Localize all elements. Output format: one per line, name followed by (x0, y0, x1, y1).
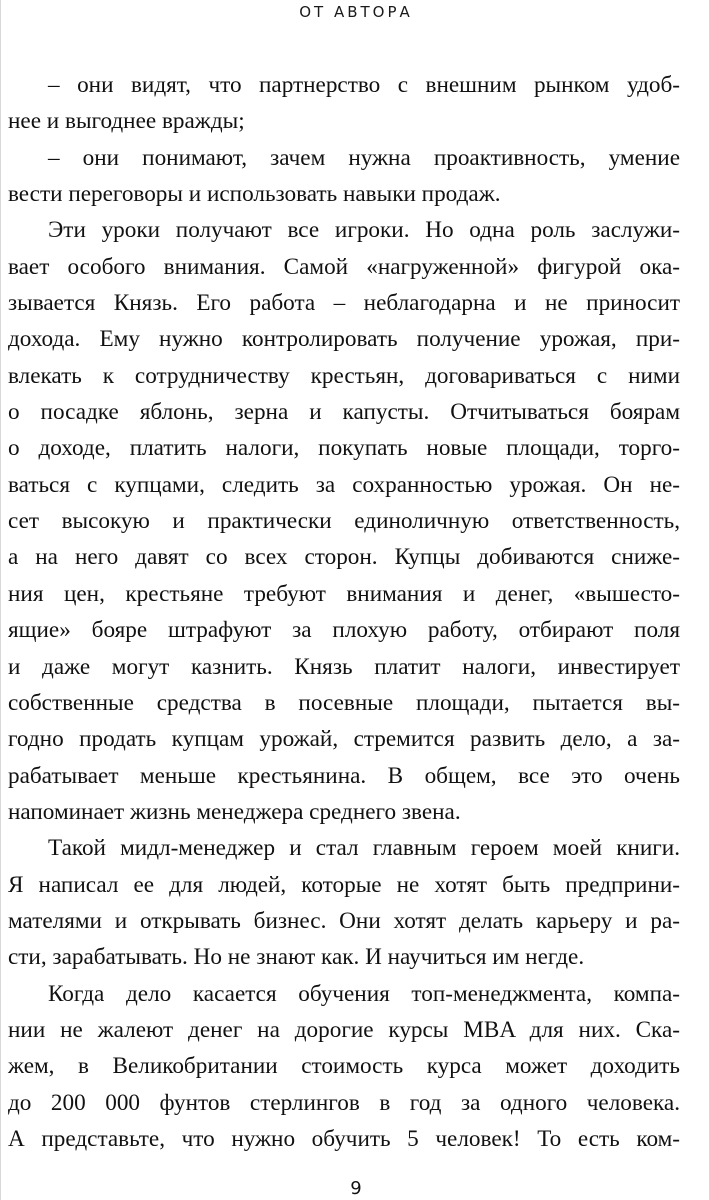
body-text (8, 67, 680, 1157)
text-line: ваться с купцами, следить за сохранностью урожая. Он не- (8, 471, 680, 498)
text-line: а на него давят со всех сторон. Купцы добиваются сниже- (8, 544, 680, 571)
text-line: годно продать купцам урожай, стремится развить дело, а за- (8, 726, 680, 753)
text-line: мателями и открывать бизнес. Они хотят делать карьеру и ра- (8, 907, 680, 934)
text-line: вает особого внимания. Самой «нагруженной» фигурой ока- (8, 253, 680, 280)
text-line: сти, зарабатывать. Но не знают как. И научиться им негде. (8, 944, 585, 971)
text-line: жем, в Великобритании стоимость курса может доходить (8, 1053, 680, 1080)
text-line: сет высокую и практически единоличную ответственность, (8, 508, 680, 535)
text-line: А представьте, что нужно обучить 5 человек! То есть ком- (8, 1125, 680, 1152)
text-line: ния цен, крестьяне требуют внимания и денег, «вышесто- (8, 580, 680, 607)
text-line: Я написал ее для людей, которые не хотят быть предприни- (8, 871, 680, 898)
running-head: ОТ АВТОРА (299, 3, 413, 21)
text-line: нее и выгоднее вражды; (8, 108, 245, 135)
text-line: влекать к сотрудничеству крестьян, договариваться с ними (8, 362, 680, 389)
text-line: нии не жалеют денег на дорогие курсы MBA для них. Ска- (8, 1016, 680, 1043)
text-line: – они видят, что партнерство с внешним рынком удоб- (48, 72, 680, 98)
text-line: вести переговоры и использовать навыки продаж. (8, 181, 501, 208)
text-line: напоминает жизнь менеджера среднего звена. (8, 798, 461, 825)
text-line: о доходе, платить налоги, покупать новые площади, торго- (8, 435, 680, 462)
text-line: Такой мидл-менеджер и стал главным героем моей книги. (48, 835, 680, 862)
text-line: дохода. Ему нужно контролировать получение урожая, при- (8, 326, 680, 353)
text-line: Эти уроки получают все игроки. Но одна роль заслужи- (48, 217, 680, 244)
text-line: о посадке яблонь, зерна и капусты. Отчитываться боярам (8, 399, 680, 426)
text-line: собственные средства в посевные площади, пытается вы- (8, 689, 680, 716)
text-line: до 200 000 фунтов стерлингов в год за одного человека. (8, 1089, 680, 1116)
text-line: и даже могут казнить. Князь платит налоги, инвестирует (8, 653, 680, 680)
text-line: – они понимают, зачем нужна проактивность, умение (48, 144, 680, 171)
text-line: Когда дело касается обучения топ-менеджмента, компа- (48, 980, 680, 1007)
text-line: ящие» бояре штрафуют за плохую работу, отбирают поля (8, 617, 680, 644)
text-line: рабатывает меньше крестьянина. В общем, все это очень (8, 762, 680, 789)
page-number: 9 (350, 1178, 362, 1199)
text-line: зывается Князь. Его работа – неблагодарна и не приносит (8, 290, 680, 317)
